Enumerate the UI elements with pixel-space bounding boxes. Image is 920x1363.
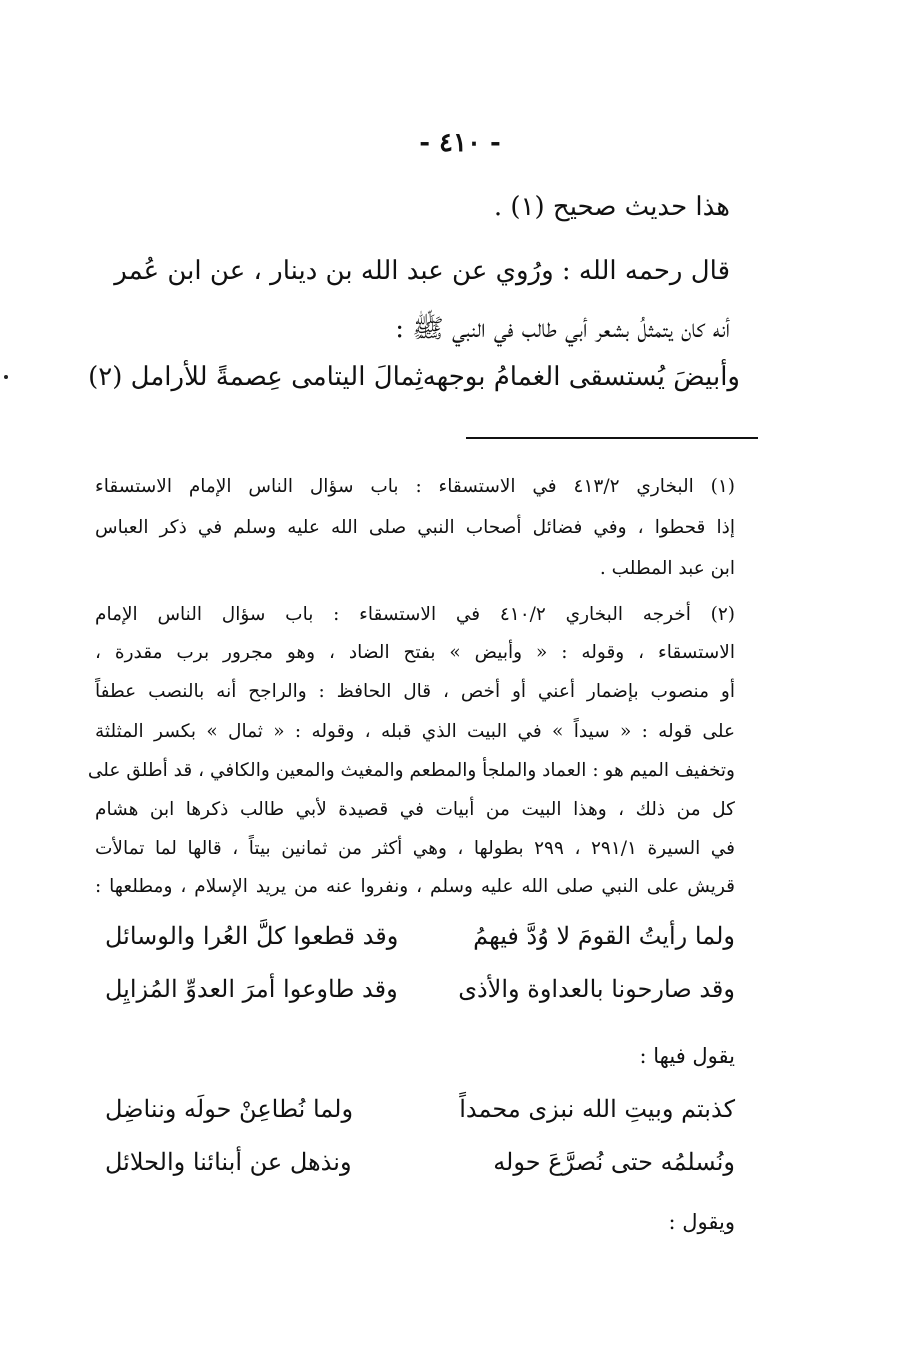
body-line-2: قال رحمه الله : ورُوي عن عبد الله بن دينار ، عن ابن عُمر (114, 256, 730, 286)
verse-second-hemistich: وقد قطعوا كلَّ العُرا والوسائل (105, 922, 399, 950)
page-number: - ٤١٠ - (419, 128, 501, 158)
verse-second-hemistich: وقد طاوعوا أمرَ العدوِّ المُزايِل (105, 975, 398, 1003)
verse-first-hemistich: وأبيضَ يُستسقى الغمامُ بوجهه (422, 362, 740, 392)
footnote-2-line: قريش على النبي صلى الله عليه وسلم ، ونفروا عنه من يريد الإسلام ، ومطلعها : (95, 876, 735, 897)
footnote-separator (466, 437, 758, 439)
verse-first-hemistich: وقد صارحونا بالعداوة والأذى (458, 975, 735, 1003)
footnote-verse (105, 1095, 735, 1123)
verse-second-hemistich: ثِمالَ اليتامى عِصمةً للأرامل (٢) (88, 362, 423, 392)
footnote-2-line: وتخفيف الميم هو : العماد والملجأ والمطعم والمغيث والمعين والكافي ، قد أطلق على (87, 760, 735, 781)
footnote-2-line: على قوله : « سيداً » في البيت الذي قبله ، وقوله : « ثمال » بكسر المثلثة (95, 721, 735, 742)
footnote-verse (105, 1148, 735, 1176)
verse-first-hemistich: ولما رأيتُ القومَ لا وُدَّ فيهمُ (473, 922, 735, 950)
footnote-and-says: ويقول : (668, 1210, 735, 1234)
poem-verse-1 (88, 362, 740, 392)
footnote-2-line: (٢) أخرجه البخاري ٤١٠/٢ في الاستسقاء : باب سؤال الناس الإمام (95, 604, 735, 625)
footnote-1-line: (١) البخاري ٤١٣/٢ في الاستسقاء : باب سؤال الناس الإمام الاستسقاء (95, 476, 735, 497)
footnote-2-line: الاستسقاء ، وقوله : « وأبيض » بفتح الضاد ، وهو مجرور برب مقدرة ، (95, 642, 735, 663)
margin-speck (4, 375, 8, 379)
body-line-3: أنه كان يتمثلُ بشعر أبي طالب في النبي ﷺ : (395, 314, 730, 344)
verse-second-hemistich: ولما نُطاعِنْ حولَه ونناضِل (105, 1095, 354, 1123)
footnote-verse (105, 922, 735, 950)
body-line-1: هذا حديث صحيح (١) . (493, 192, 730, 222)
verse-first-hemistich: ونُسلمُه حتى نُصرَّعَ حوله (493, 1148, 735, 1176)
verse-second-hemistich: ونذهل عن أبنائنا والحلائل (105, 1148, 352, 1176)
footnote-2-line: كل من ذلك ، وهذا البيت من أبيات في قصيدة لأبي طالب ذكرها ابن هشام (95, 799, 735, 820)
verse-first-hemistich: كذبتم وبيتِ الله نبزى محمداً (459, 1095, 735, 1123)
footnote-2-line: أو منصوب بإضمار أعني أو أخص ، قال الحافظ : والراجح أنه بالنصب عطفاً (95, 681, 735, 702)
footnote-1-line: ابن عبد المطلب . (599, 558, 735, 579)
footnote-1-line: إذا قحطوا ، وفي فضائل أصحاب النبي صلى الله عليه وسلم في ذكر العباس (95, 517, 735, 538)
footnote-2-line: في السيرة ٢٩١/١ ، ٢٩٩ بطولها ، وهي أكثر من ثمانين بيتاً ، قالها لما تمالأت (95, 838, 736, 859)
footnote-verse (105, 975, 735, 1003)
footnote-says-in-it: يقول فيها : (639, 1044, 735, 1068)
